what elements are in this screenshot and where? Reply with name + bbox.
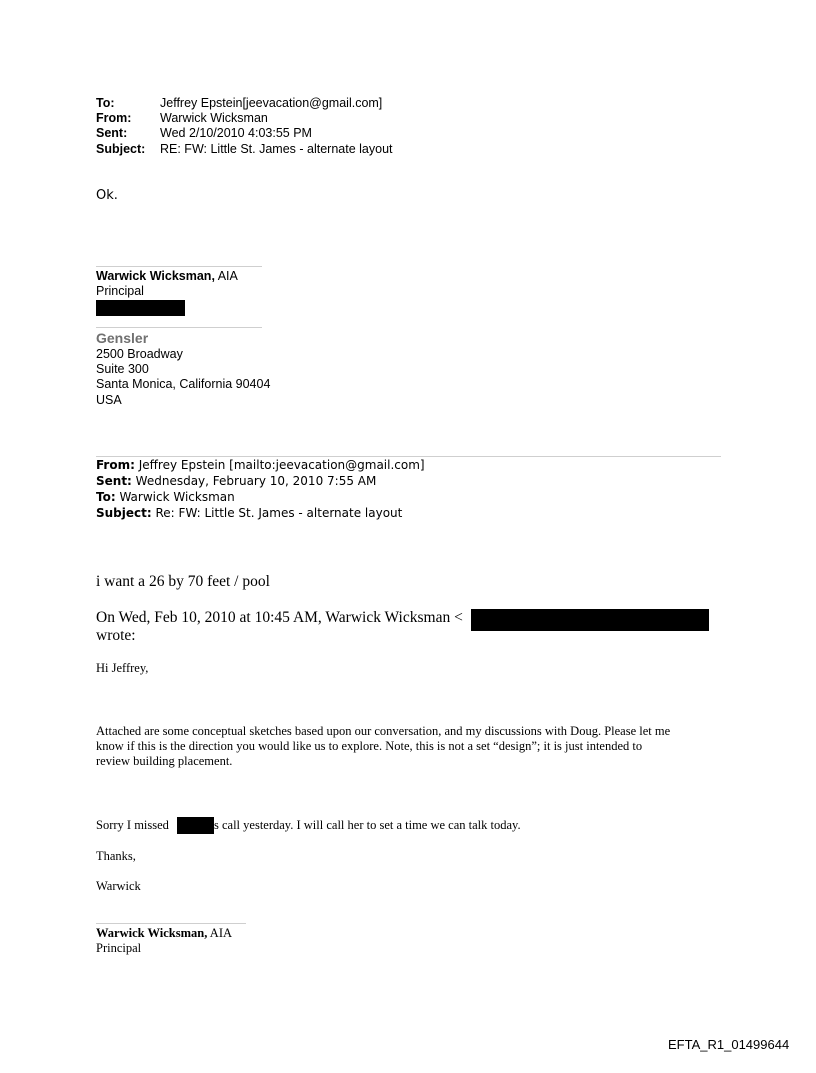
paragraph-line-2: know if this is the direction you would like us to explore. Note, this is not a set “design”; it is just intended to xyxy=(96,739,643,753)
from-value: Warwick Wicksman xyxy=(160,111,268,125)
redaction-block xyxy=(471,609,709,631)
signature-title: Principal xyxy=(96,284,144,298)
address-line-4: USA xyxy=(96,393,122,407)
to-value: Jeffrey Epstein[jeevacation@gmail.com] xyxy=(160,96,383,110)
sorry-suffix: s call yesterday. I will call her to set a time we can talk today. xyxy=(214,818,521,832)
quoted-to-label: To: xyxy=(96,490,116,504)
signature2-divider xyxy=(96,923,246,924)
quoted-from-line xyxy=(96,458,425,472)
signoff: Warwick xyxy=(96,879,141,893)
quoted-sent-label: Sent: xyxy=(96,474,132,488)
signature2-name-line xyxy=(96,926,232,941)
company-name: Gensler xyxy=(96,330,149,346)
sent-label: Sent: xyxy=(96,126,128,140)
address-line-1: 2500 Broadway xyxy=(96,347,183,361)
sorry-prefix: Sorry I missed xyxy=(96,818,169,832)
quote-intro-line-2: wrote: xyxy=(96,627,136,644)
document-id: EFTA_R1_01499644 xyxy=(668,1037,790,1052)
thanks: Thanks, xyxy=(96,849,136,863)
subject-label: Subject: xyxy=(96,142,146,156)
signature2-name: Warwick Wicksman, xyxy=(96,926,208,940)
company-divider xyxy=(96,327,262,328)
quoted-sent-value: Wednesday, February 10, 2010 7:55 AM xyxy=(131,474,377,488)
from-label: From: xyxy=(96,111,132,125)
greeting: Hi Jeffrey, xyxy=(96,661,149,675)
quoted-subject-label: Subject: xyxy=(96,506,152,520)
quote-intro-line-1: On Wed, Feb 10, 2010 at 10:45 AM, Warwick Wicksman < xyxy=(96,609,463,626)
reply-body: Ok. xyxy=(96,188,118,203)
sent-value: Wed 2/10/2010 4:03:55 PM xyxy=(160,126,312,140)
redaction-block xyxy=(96,300,185,316)
to-label: To: xyxy=(96,96,115,110)
address-line-2: Suite 300 xyxy=(96,362,149,376)
signature-suffix: AIA xyxy=(214,269,238,283)
quoted-to-line xyxy=(96,490,235,504)
epstein-message: i want a 26 by 70 feet / pool xyxy=(96,573,270,590)
paragraph-line-1: Attached are some conceptual sketches based upon our conversation, and my discussions with Doug. Please let me xyxy=(96,724,671,738)
quoted-sent-line xyxy=(96,474,376,488)
quoted-from-value: Jeffrey Epstein [mailto:jeevacation@gmail.com] xyxy=(134,458,425,472)
address-line-3: Santa Monica, California 90404 xyxy=(96,377,271,391)
redaction-block xyxy=(177,817,214,834)
quoted-subject-line xyxy=(96,506,402,520)
quoted-subject-value: Re: FW: Little St. James - alternate layout xyxy=(151,506,403,520)
signature-name-line xyxy=(96,269,238,283)
paragraph-line-3: review building placement. xyxy=(96,754,233,768)
signature-name: Warwick Wicksman, xyxy=(96,269,215,283)
quoted-from-label: From: xyxy=(96,458,135,472)
signature2-suffix: AIA xyxy=(207,926,233,940)
signature2-title: Principal xyxy=(96,941,142,955)
quoted-to-value: Warwick Wicksman xyxy=(115,490,235,504)
quoted-header-divider xyxy=(96,456,721,457)
signature-divider xyxy=(96,266,262,267)
subject-value: RE: FW: Little St. James - alternate layout xyxy=(160,142,393,156)
